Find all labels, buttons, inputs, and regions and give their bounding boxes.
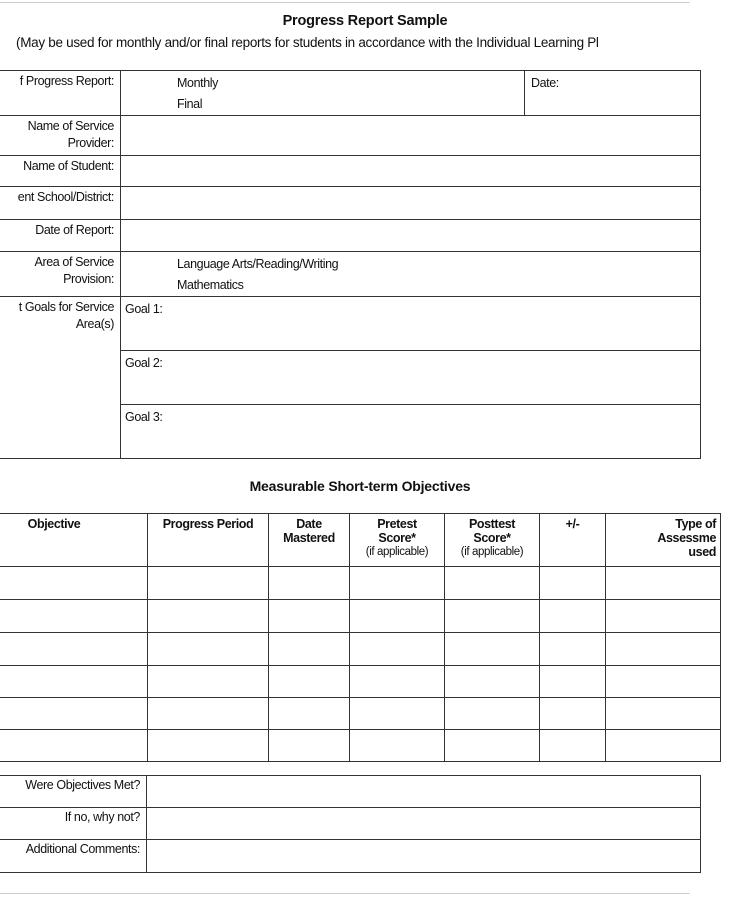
col-date-mastered-line-1: Date (296, 517, 322, 531)
service-provider-label (0, 116, 121, 156)
goal-1-field[interactable] (121, 297, 701, 351)
objectives-header-row (0, 514, 721, 567)
table-cell[interactable] (269, 600, 350, 633)
col-posttest-line-1: Posttest (468, 517, 516, 531)
table-cell[interactable] (540, 698, 606, 730)
student-name-row (0, 156, 701, 187)
col-assessment-type (606, 514, 721, 567)
col-posttest-line-2: Score* (473, 531, 511, 545)
table-cell[interactable] (606, 567, 721, 600)
table-cell[interactable] (0, 633, 148, 666)
table-cell[interactable] (540, 730, 606, 762)
table-cell[interactable] (540, 633, 606, 666)
table-row (0, 698, 721, 730)
table-cell[interactable] (0, 666, 148, 698)
table-cell[interactable] (606, 633, 721, 666)
objectives-section-title: Measurable Short-term Objectives (249, 478, 471, 494)
service-area-label-line-2: Provision: (63, 272, 114, 286)
table-cell[interactable] (148, 633, 269, 666)
table-cell[interactable] (148, 666, 269, 698)
school-district-label: ent School/District: (0, 187, 121, 220)
table-cell[interactable] (269, 633, 350, 666)
service-area-label (0, 252, 121, 297)
table-cell[interactable] (445, 600, 540, 633)
table-cell[interactable] (148, 698, 269, 730)
objectives-met-field[interactable] (147, 776, 701, 808)
report-date-label: Date of Report: (0, 220, 121, 252)
service-provider-field[interactable] (121, 116, 701, 156)
goals-label (0, 297, 121, 459)
school-district-row (0, 187, 701, 220)
table-cell[interactable] (350, 567, 445, 600)
school-district-field[interactable] (121, 187, 701, 220)
table-cell[interactable] (269, 698, 350, 730)
report-type-label: f Progress Report: (0, 71, 121, 116)
why-not-label: If no, why not? (0, 808, 147, 840)
table-cell[interactable] (350, 666, 445, 698)
report-info-table (0, 70, 701, 459)
table-cell[interactable] (606, 698, 721, 730)
goal-3-label: Goal 3: (125, 410, 163, 424)
col-date-mastered-line-2: Mastered (283, 531, 335, 545)
table-row (0, 567, 721, 600)
table-cell[interactable] (445, 567, 540, 600)
table-cell[interactable] (540, 567, 606, 600)
table-cell[interactable] (350, 730, 445, 762)
goal-2-label: Goal 2: (125, 356, 163, 370)
goal-1-label: Goal 1: (125, 302, 163, 316)
objectives-met-row (0, 776, 701, 808)
col-progress-period: Progress Period (148, 514, 269, 567)
col-plus-minus: +/- (540, 514, 606, 567)
bottom-divider (0, 893, 690, 894)
additional-comments-row (0, 840, 701, 873)
goal-2-field[interactable] (121, 351, 701, 405)
student-name-label: Name of Student: (0, 156, 121, 187)
table-cell[interactable] (445, 730, 540, 762)
report-date-row (0, 220, 701, 252)
document-title: Progress Report Sample (282, 13, 448, 29)
table-cell[interactable] (269, 730, 350, 762)
table-cell[interactable] (445, 633, 540, 666)
why-not-field[interactable] (147, 808, 701, 840)
table-row (0, 600, 721, 633)
table-cell[interactable] (148, 730, 269, 762)
service-area-label-line-1: Area of Service (34, 255, 114, 269)
col-date-mastered (269, 514, 350, 567)
col-posttest-score (445, 514, 540, 567)
table-cell[interactable] (350, 600, 445, 633)
table-cell[interactable] (606, 730, 721, 762)
table-cell[interactable] (350, 698, 445, 730)
additional-comments-field[interactable] (147, 840, 701, 873)
objectives-summary-table (0, 775, 701, 873)
service-area-options[interactable] (121, 252, 701, 297)
option-final[interactable]: Final (177, 97, 203, 111)
document-subtitle: (May be used for monthly and/or final reports for students in accordance with the Individual Learning Pl (16, 35, 599, 50)
goals-label-line-2: Area(s) (75, 317, 114, 331)
top-divider (0, 2, 690, 3)
table-cell[interactable] (540, 666, 606, 698)
table-cell[interactable] (606, 600, 721, 633)
col-posttest-note: (if applicable) (460, 546, 524, 558)
objectives-table (0, 513, 721, 762)
col-pretest-score (350, 514, 445, 567)
report-date-field[interactable] (121, 220, 701, 252)
table-row (0, 633, 721, 666)
table-cell[interactable] (445, 666, 540, 698)
table-cell[interactable] (445, 698, 540, 730)
table-cell[interactable] (269, 567, 350, 600)
table-cell[interactable] (0, 600, 148, 633)
col-assessment-line-3: used (688, 545, 716, 559)
service-provider-label-line-1: Name of Service (27, 119, 114, 133)
table-cell[interactable] (606, 666, 721, 698)
table-cell[interactable] (540, 600, 606, 633)
additional-comments-label: Additional Comments: (0, 840, 147, 873)
date-label: Date: (531, 76, 559, 90)
report-type-options[interactable] (121, 71, 525, 116)
goal-1-row (0, 297, 701, 351)
service-provider-label-line-2: Provider: (67, 136, 114, 150)
why-not-row (0, 808, 701, 840)
objectives-met-label: Were Objectives Met? (0, 776, 147, 808)
option-mathematics[interactable]: Mathematics (177, 278, 244, 292)
service-area-row (0, 252, 701, 297)
table-cell[interactable] (148, 567, 269, 600)
table-cell[interactable] (148, 600, 269, 633)
option-monthly[interactable]: Monthly (177, 76, 218, 90)
col-objective: Objective (0, 514, 148, 567)
table-cell[interactable] (0, 567, 148, 600)
goal-3-field[interactable] (121, 405, 701, 459)
col-assessment-line-1: Type of (675, 517, 716, 531)
col-pretest-line-2: Score* (378, 531, 416, 545)
date-field[interactable] (525, 71, 701, 116)
table-row (0, 666, 721, 698)
student-name-field[interactable] (121, 156, 701, 187)
report-type-row (0, 71, 701, 116)
table-cell[interactable] (0, 730, 148, 762)
col-pretest-line-1: Pretest (377, 517, 417, 531)
table-cell[interactable] (350, 633, 445, 666)
option-language-arts[interactable]: Language Arts/Reading/Writing (177, 257, 339, 271)
goals-label-line-1: t Goals for Service (18, 300, 114, 314)
table-cell[interactable] (269, 666, 350, 698)
table-cell[interactable] (0, 698, 148, 730)
col-pretest-note: (if applicable) (365, 546, 429, 558)
table-row (0, 730, 721, 762)
col-assessment-line-2: Assessme (657, 531, 716, 545)
service-provider-row (0, 116, 701, 156)
